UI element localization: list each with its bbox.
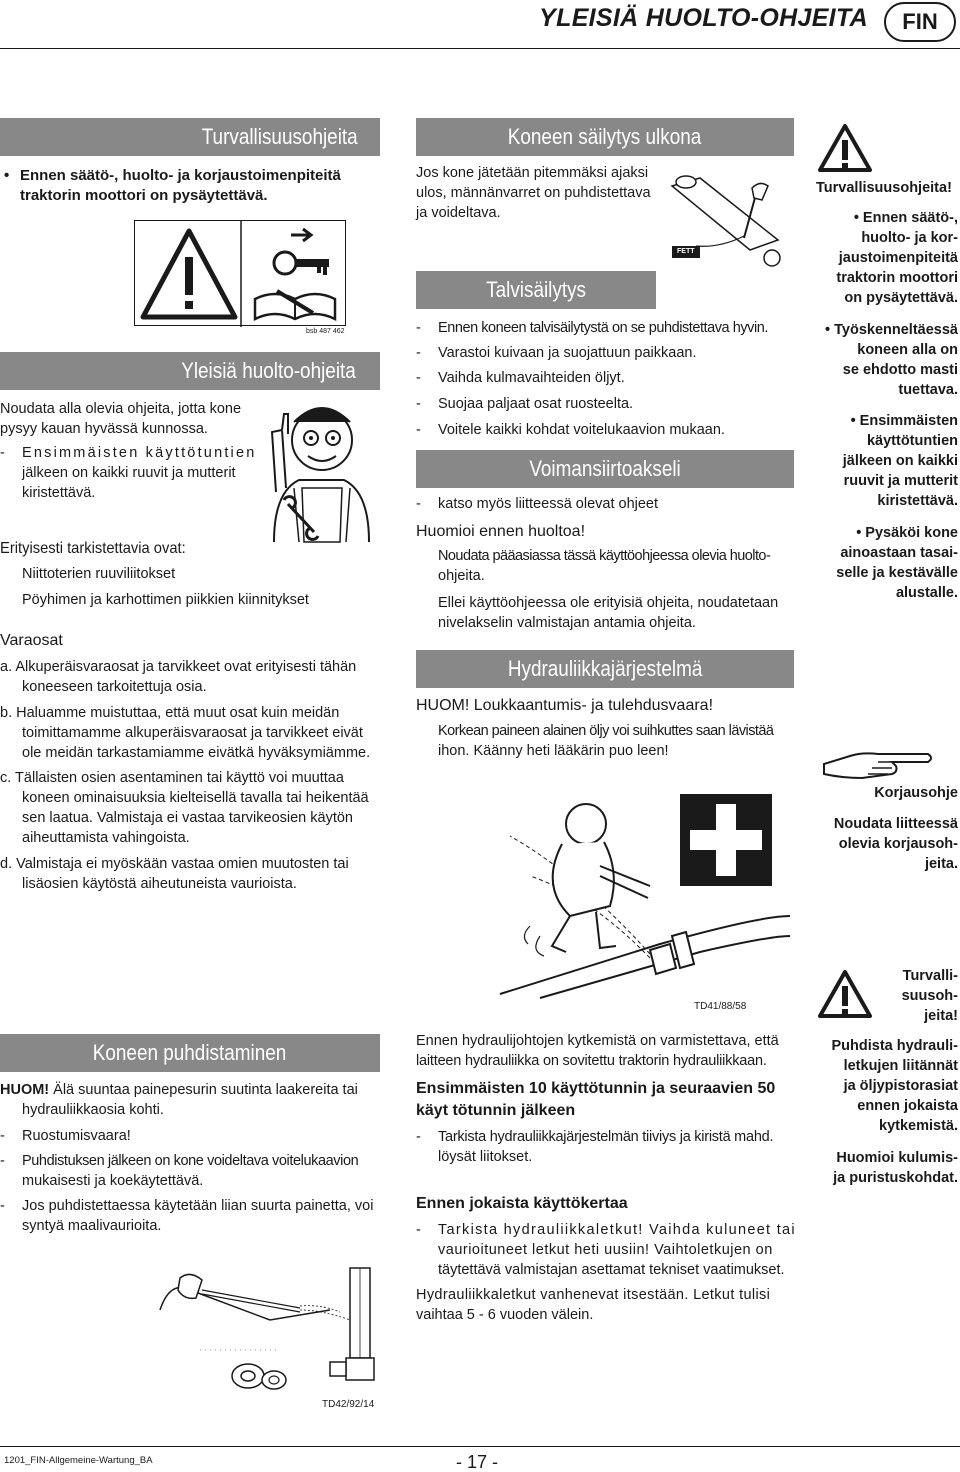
- sidebar-safety-title: Turvallisuusohjeita!: [816, 180, 952, 196]
- hydraulics-aging-text: Hydrauliikkaletkut vanhenevat itsestään. Letkut tulisi vaihtaa 5 - 6 vuoden välein.: [416, 1287, 771, 1323]
- sidebar-safety-item: • Ennen säätö-, huolto- ja kor- jaustoimenpiteitä traktorin moottori on pysäytettävä.: [836, 210, 958, 306]
- pto-text: Ellei käyttöohjeessa ole erityisiä ohjeita, noudatetaan nivelakselin valmistajan antamia ohjeita.: [438, 595, 779, 631]
- section-bar-pto: Voimansiirtoakseli: [416, 450, 794, 488]
- parts-heading: Varaosat: [0, 632, 63, 649]
- cleaning-dash-item: - Ruostumisvaara!: [0, 1126, 380, 1146]
- section-bar-general: Yleisiä huolto-ohjeita: [0, 352, 380, 390]
- pto-dash-item: - katso myös liitteessä olevat ohjeet: [416, 494, 796, 514]
- cleaning-warning: HUOM! Älä suuntaa painepesurin suutinta laakereita tai hydrauliikkaosia kohti.: [0, 1082, 358, 1118]
- safety-bullet: • Ennen säätö-, huolto- ja korjaustoimenpiteitä traktorin moottori on pysäytettävä.: [4, 167, 341, 204]
- hydraulics-each-use-heading: Ennen jokaista käyttökertaa: [416, 1195, 628, 1212]
- winter-dash-item: - Voitele kaikki kohdat voitelukaavion mukaan.: [416, 420, 796, 440]
- hydraulic-injury-figure: [500, 776, 790, 998]
- footer-rule: [0, 1446, 960, 1447]
- pto-text: Noudata pääasiassa tässä käyttöohjeessa olevia huolto- ohjeita.: [438, 548, 771, 584]
- key-icon: [274, 229, 329, 275]
- winter-dash-item: - Vaihda kulmavaihteiden öljyt.: [416, 368, 796, 388]
- mechanic-cartoon-image: [254, 392, 380, 552]
- storage-text: Jos kone jätetään pitemmäksi ajaksi ulos, männänvarret on puhdistettava ja voideltava.: [416, 165, 651, 221]
- header-rule: [0, 48, 960, 49]
- manual-book-icon: [255, 291, 335, 319]
- parts-item-a: a. Alkuperäisvaraosat ja tarvikkeet ovat erityisesti tähän koneeseen tarkoitettuja osia.: [0, 659, 357, 695]
- winter-dash-item: - Varastoi kuivaan ja suojattuun paikkaan.: [416, 343, 796, 363]
- pointing-hand-icon: [822, 742, 934, 782]
- fett-label: FETT: [672, 246, 700, 258]
- sidebar-safety-item: • Työskenneltäessä koneen alla on se ehdotto masti tuettava.: [825, 322, 958, 398]
- hydraulics-warning-heading: HUOM! Loukkaantumis- ja tulehdusvaara!: [416, 697, 714, 714]
- parts-item-d: d. Valmistaja ei myöskään vastaa omien muutosten tai lisäosien käytöstä aiheutuneista vaurioista.: [0, 856, 349, 892]
- sidebar-safety2-title: Turvalli- suusoh- jeita!: [901, 968, 958, 1024]
- parts-item-b: b. Haluamme muistuttaa, että muut osat kuin meidän toimittamamme alkuperäisvaraosat ja tarvikkeet eivät ole meidän tarkastamiamme eivätkä hyväksymiämme.: [0, 705, 371, 761]
- general-dash-item: - Ensimmäisten käyttötuntien jälkeen on kaikki ruuvit ja mutterit kiristettävä.: [0, 443, 260, 503]
- check-item: Niittoterien ruuviliitokset: [22, 566, 176, 582]
- section-bar-hydraulics: Hydrauliikkajärjestelmä: [416, 650, 794, 688]
- warning-triangle-icon: [135, 221, 347, 327]
- check-heading: Erityisesti tarkistettavia ovat:: [0, 540, 186, 557]
- bearing-icon: [232, 1364, 286, 1389]
- section-bar-safety: Turvallisuusohjeita: [0, 118, 380, 156]
- hydraulics-first-dash-item: - Tarkista hydrauliikkajärjestelmän tiiviys ja kiristä mahd. löysät liitokset.: [416, 1127, 796, 1167]
- pto-heading: Huomioi ennen huoltoa!: [416, 523, 586, 540]
- hydraulics-first-hours-heading: Ensimmäisten 10 käyttötunnin ja seuraavien 50 käyt tötunnin jälkeen: [416, 1080, 776, 1119]
- sidebar-repair-title: Korjausohje: [874, 785, 958, 801]
- winter-dash-item: - Suojaa paljaat osat ruosteelta.: [416, 394, 796, 414]
- warning-triangle-icon: [818, 122, 872, 174]
- sidebar-safety2-text2: Huomioi kulumis- ja puristuskohdat.: [833, 1150, 958, 1186]
- parts-item-c: c. Tällaisten osien asentaminen tai käyttö voi muuttaa koneen ominaisuuksia kielteisellä tavalla tai heikentää sen laatua. Valmistaja ei vastaa tarvikeosien käytön aiheuttamista vahingoista.: [0, 770, 369, 846]
- general-text: Noudata alla olevia ohjeita, jotta kone pysyy kauan hyvässä kunnossa.: [0, 401, 242, 437]
- section-bar-winter: Talvisäilytys: [416, 271, 656, 309]
- sidebar-safety-item: • Ensimmäisten käyttötuntien jälkeen on kaikki ruuvit ja mutterit kiristettävä.: [842, 413, 958, 509]
- safety-figure-code: bsb 487 462: [306, 328, 345, 335]
- footer-document-code: 1201_FIN-Allgemeine-Wartung_BA: [4, 1455, 153, 1466]
- page-number: - 17 -: [456, 1452, 499, 1472]
- language-badge: FIN: [884, 2, 956, 42]
- hydraulics-warning-text: Korkean paineen alainen öljy voi suihkuttes saan lävistää ihon. Käänny heti lääkärin puo leen!: [438, 723, 774, 759]
- pressure-washer-figure: [150, 1250, 380, 1410]
- winter-dash-item: - Ennen koneen talvisäilytystä on se puhdistettava hyvin.: [416, 318, 796, 338]
- sidebar-safety-item: • Pysäköi kone ainoastaan tasai- selle ja kestävälle alustalle.: [836, 525, 958, 601]
- safety-warning-figure: [134, 220, 346, 326]
- hydraulics-before-text: Ennen hydraulijohtojen kytkemistä on varmistettava, että laitteen hydrauliikka on sovitettu traktorin hydrauliikkaan.: [416, 1033, 779, 1069]
- cleaning-dash-item: - Jos puhdistettaessa käytetään liian suurta painetta, voi syntyä maalivaurioita.: [0, 1196, 380, 1236]
- cleaning-dash-item: - Puhdistuksen jälkeen on kone voideltava voitelukaavion mukaisesti ja koekäytettävä.: [0, 1151, 380, 1191]
- sidebar-repair-text: Noudata liitteessä olevia korjausoh- jeita.: [833, 816, 958, 872]
- section-bar-cleaning: Koneen puhdistaminen: [0, 1034, 380, 1072]
- page-header-title: YLEISIÄ HUOLTO-OHJEITA: [539, 4, 868, 32]
- check-item: Pöyhimen ja karhottimen piikkien kiinnitykset: [22, 592, 309, 608]
- hydraulics-each-dash-item: - Tarkista hydrauliikkaletkut! Vaihda kuluneet tai vaurioituneet letkut heti uusiin! Vaihtoletkujen on täytettävä valmistajan asettamat tekniset vaatimukset.: [416, 1220, 796, 1280]
- sidebar-safety2-text: Puhdista hydrauli- letkujen liitännät ja öljypistorasiat ennen jokaista kytkemistä.: [831, 1038, 958, 1134]
- section-bar-storage: Koneen säilytys ulkona: [416, 118, 794, 156]
- hydraulics-figure-code: TD41/88/58: [694, 1001, 747, 1012]
- cleaning-figure-code: TD42/92/14: [322, 1399, 375, 1410]
